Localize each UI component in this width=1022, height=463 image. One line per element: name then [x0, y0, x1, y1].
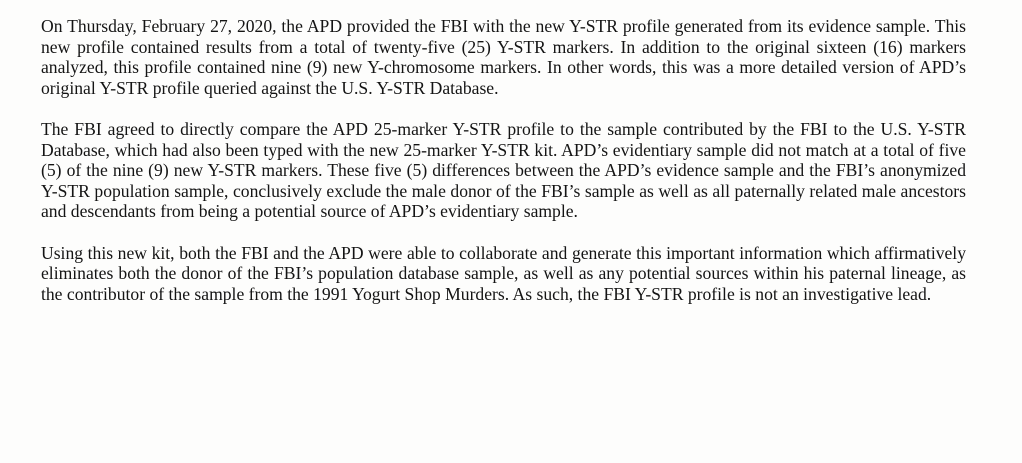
- paragraph-apd-new-profile: On Thursday, February 27, 2020, the APD provided the FBI with the new Y-STR profile generated from its evidence sample. This new profile contained results from a total of twenty-five (25) Y-STR markers. In addition to the original sixteen (16) markers analyzed, this profile contained nine (9) new Y-chromosome markers. In other words, this was a more detailed version of APD’s original Y-STR profile queried against the U.S. Y-STR Database.: [41, 16, 966, 98]
- paragraph-conclusion: Using this new kit, both the FBI and the APD were able to collaborate and generate this important information which affirmatively eliminates both the donor of the FBI’s population database sample, as well as any potential sources within his paternal lineage, as the contributor of the sample from the 1991 Yogurt Shop Murders. As such, the FBI Y-STR profile is not an investigative lead.: [41, 242, 966, 304]
- paragraph-fbi-comparison: The FBI agreed to directly compare the APD 25-marker Y-STR profile to the sample contributed by the FBI to the U.S. Y-STR Database, which had also been typed with the new 25-marker Y-STR kit. APD’s evidentiary sample did not match at a total of five (5) of the nine (9) new Y-STR markers. These five (5) differences between the APD’s evidence sample and the FBI’s anonymized Y-STR population sample, conclusively exclude the male donor of the FBI’s sample as well as all paternally related male ancestors and descendants from being a potential source of APD’s evidentiary sample.: [41, 118, 966, 222]
